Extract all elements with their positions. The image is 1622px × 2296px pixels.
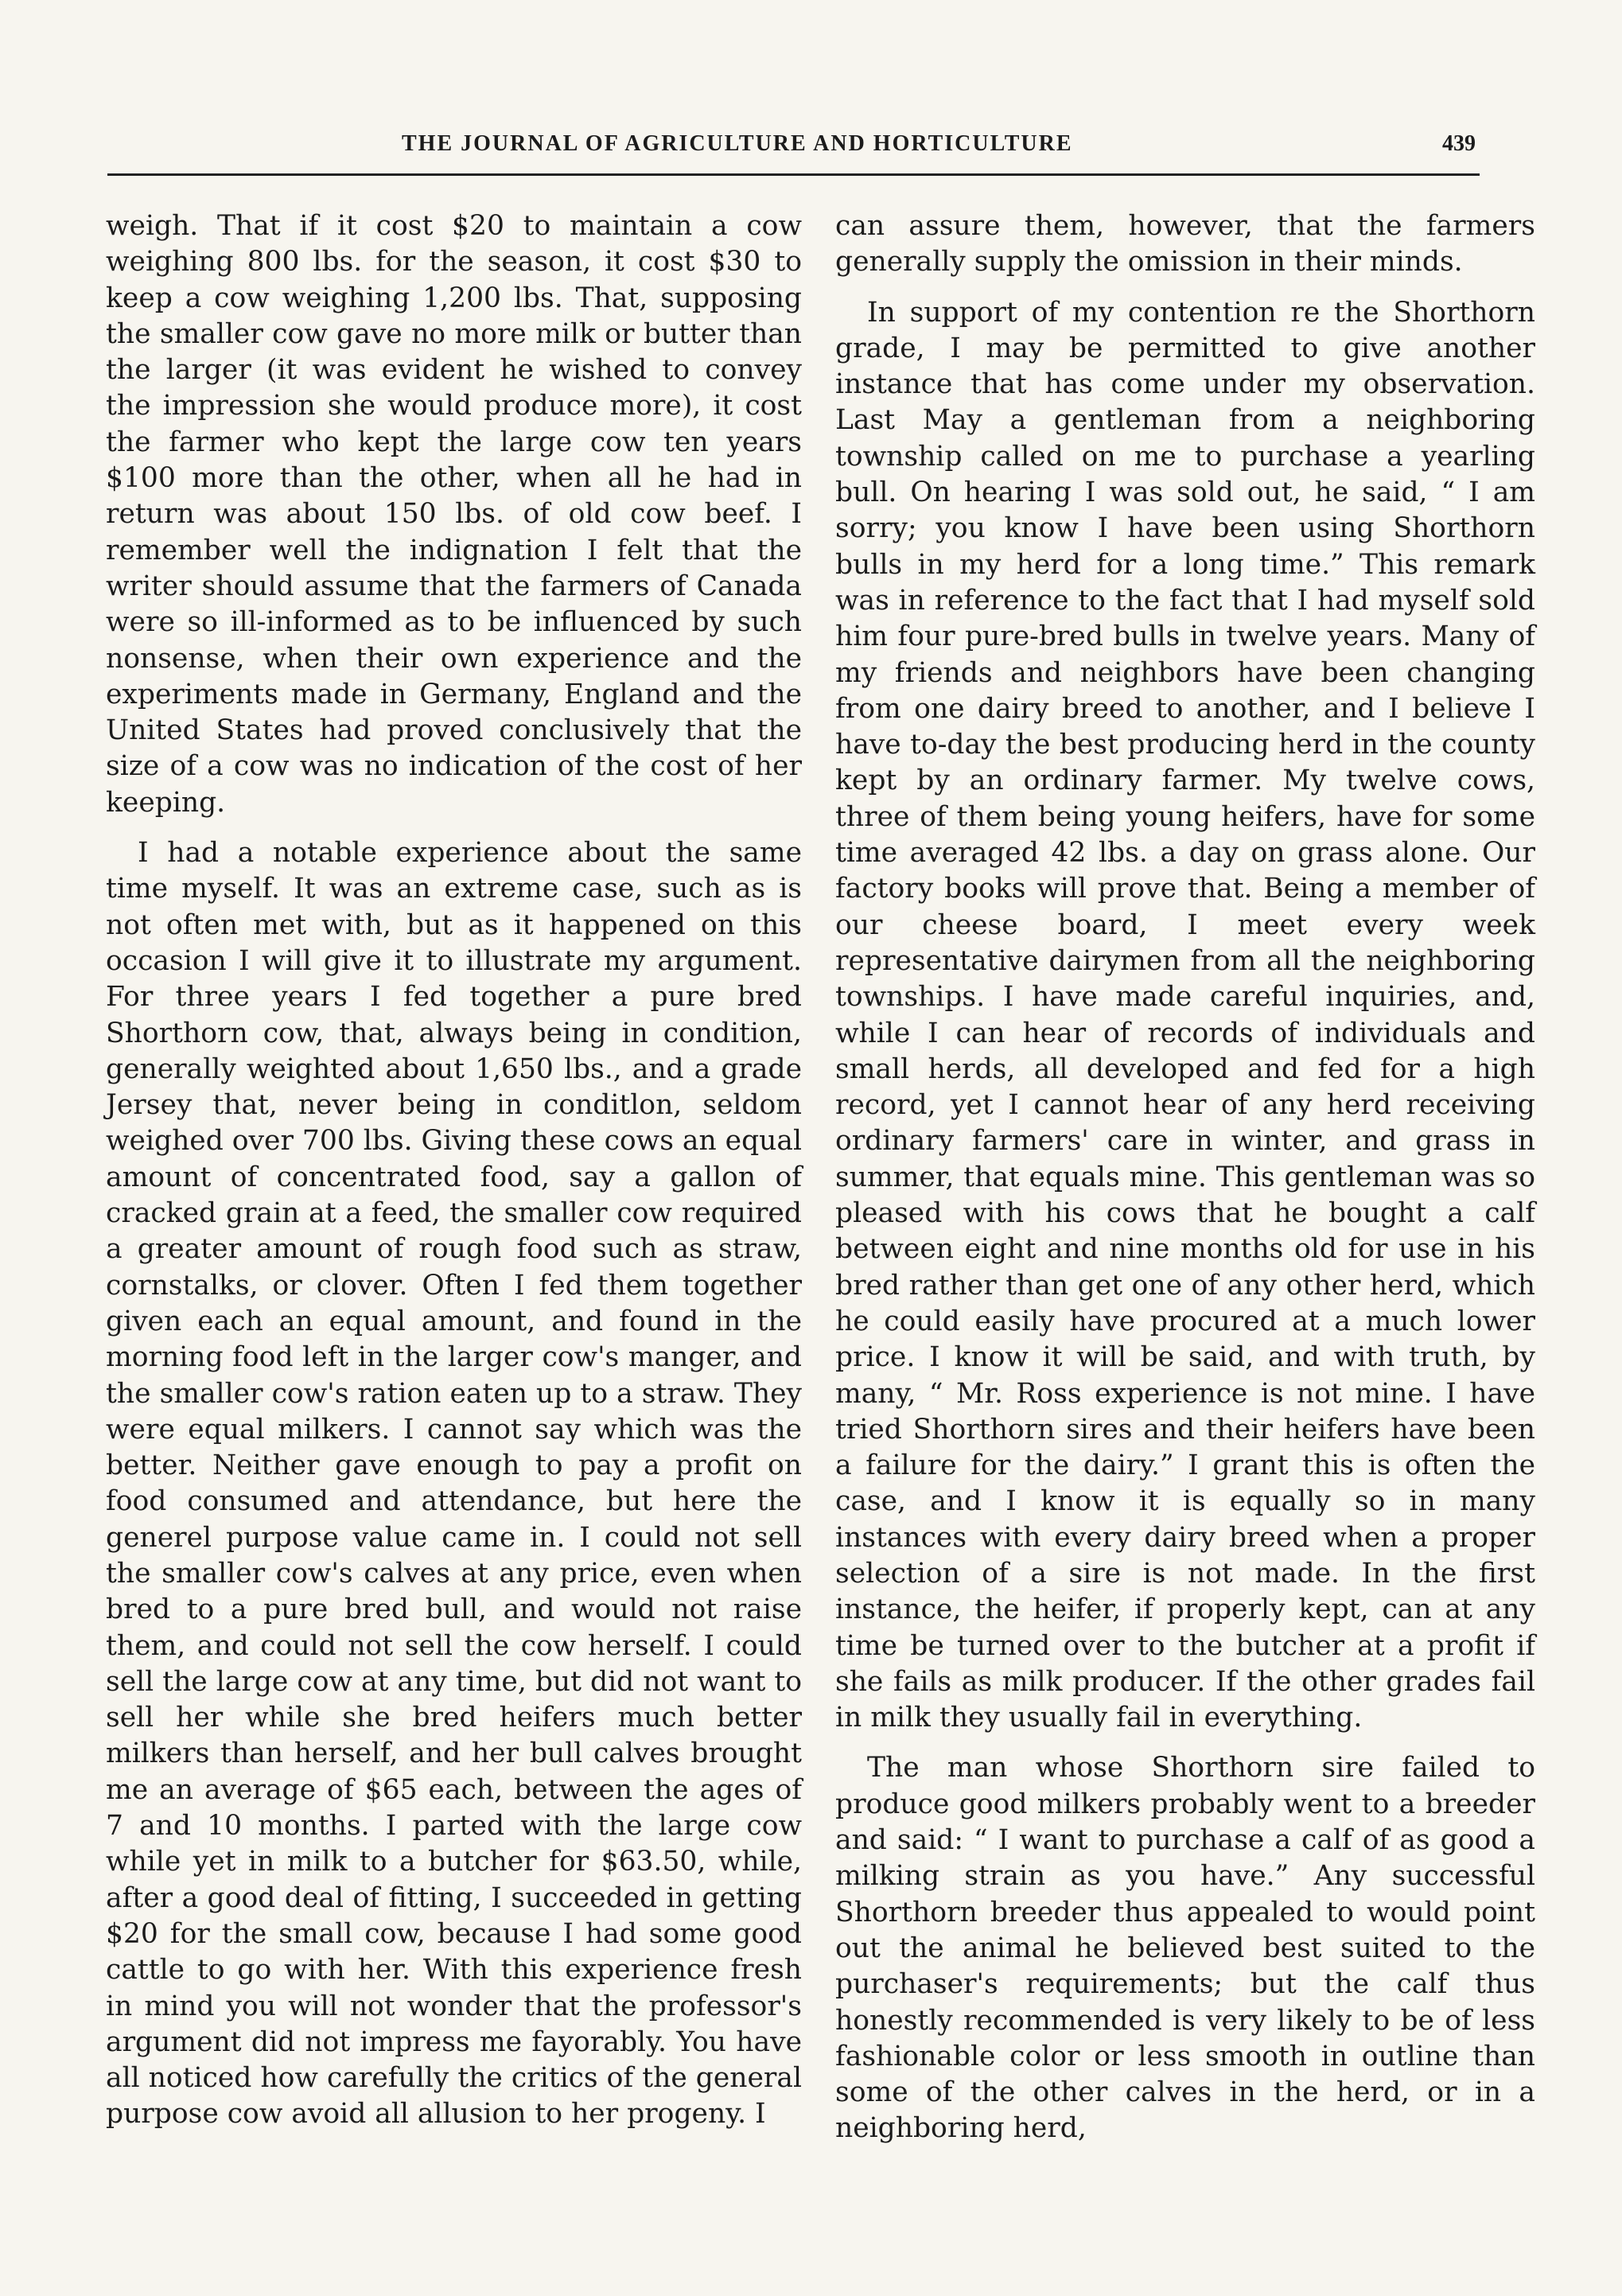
page-number: 439 (1442, 131, 1476, 156)
journal-title: THE JOURNAL OF AGRICULTURE AND HORTICULTURE (402, 131, 1073, 156)
left-paragraph-2: I had a notable experience about the same time myself. It was an extreme case, such as is not often met with, but as it happened on this occasion I will give it to illustrate my argument. For three years I fed together a pure bred Shorthorn cow, that, always being in condition, generally weighted about 1,650 lbs., and a grade Jersey that, never being in conditlon, seldom weighed over 700 lbs. Giving these cows an equal amount of concentrated food, say a gallon of cracked grain at a feed, the smaller cow required a greater amount of rough food such as straw, cornstalks, or clover. Often I fed them together given each an equal amount, and found in the morning food left in the larger cow's manger, and the smaller cow's ration eaten up to a straw. They were equal milkers. I cannot say which was the better. Neither gave enough to pay a profit on food consumed and attendance, but here the generel purpose value came in. I could not sell the smaller cow's calves at any price, even when bred to a pure bred bull, and would not raise them, and could not sell the cow herself. I could sell the large cow at any time, but did not want to sell her while she bred heifers much better milkers than herself, and her bull calves brought me an average of $65 each, between the ages of 7 and 10 months. I parted with the large cow while yet in milk to a butcher for $63.50, while, after a good deal of fitting, I succeeded in getting $20 for the small cow, because I had some good cattle to go with her. With this experience fresh in mind you will not wonder that the professor's argument did not impress me fayorably. You have all noticed how carefully the critics of the general purpose cow avoid all allusion to her progeny. I (106, 837, 802, 2131)
left-paragraph-1: weigh. That if it cost $20 to maintain a cow weighing 800 lbs. for the season, it cost $30 to keep a cow weighing 1,200 lbs. That, supposing the smaller cow gave no more milk or butter than the larger (it was evident he wished to convey the impression she would produce more), it cost the farmer who kept the large cow ten years $100 more than the other, when all he had in return was about 150 lbs. of old cow beef. I remember well the indignation I felt that the writer should assume that the farmers of Canada were so ill-informed as to be influenced by such nonsense, when their own experience and the experiments made in Germany, England and the United States had proved conclusively that the size of a cow was no indication of the cost of her keeping. (106, 210, 802, 819)
left-column (106, 208, 802, 2133)
right-paragraph-2: In support of my contention re the Shorthorn grade, I may be permitted to give another instance that has come under my observation. Last May a gentleman from a neighboring township called on me to purchase a yearling bull. On hearing I was sold out, he said, “ I am sorry; you know I have been using Shorthorn bulls in my herd for a long time.” This remark was in reference to the fact that I had myself sold him four pure-bred bulls in twelve years. Many of my friends and neighbors have been changing from one dairy breed to another, and I believe I have to-day the best producing herd in the county kept by an ordinary farmer. My twelve cows, three of them being young heifers, have for some time averaged 42 lbs. a day on grass alone. Our factory books will prove that. Being a member of our cheese board, I meet every week representative dairymen from all the neighboring townships. I have made careful inquiries, and, while I can hear of records of individuals and small herds, all developed and fed for a high record, yet I cannot hear of any herd receiving ordinary farmers' care in winter, and grass in summer, that equals mine. This gentleman was so pleased with his cows that he bought a calf between eight and nine months old for use in his bred rather than get one of any other herd, which he could easily have procured at a much lower price. I know it will be said, and with truth, by many, “ Mr. Ross experience is not mine. I have tried Shorthorn sires and their heifers have been a failure for the dairy.” I grant this is often the case, and I know it is equally so in many instances with every dairy breed when a proper selection of a sire is not made. In the first instance, the heifer, if properly kept, can at any time be turned over to the butcher at a profit if she fails as milk producer. If the other grades fail in milk they usually fail in everything. (835, 296, 1535, 1734)
header-rule (107, 173, 1480, 176)
right-column (835, 208, 1535, 2147)
right-paragraph-1: can assure them, however, that the farmers generally supply the omission in their minds. (835, 210, 1535, 278)
page-header (107, 131, 1476, 171)
right-paragraph-3: The man whose Shorthorn sire failed to produce good milkers probably went to a breeder and said: “ I want to purchase a calf of as good a milking strain as you have.” Any successful Shorthorn breeder thus appealed to would point out the animal he believed best suited to the purchaser's requirements; but the calf thus honestly recommended is very likely to be of less fashionable color or less smooth in outline than some of the other calves in the herd, or in a neighboring herd, (835, 1752, 1535, 2145)
